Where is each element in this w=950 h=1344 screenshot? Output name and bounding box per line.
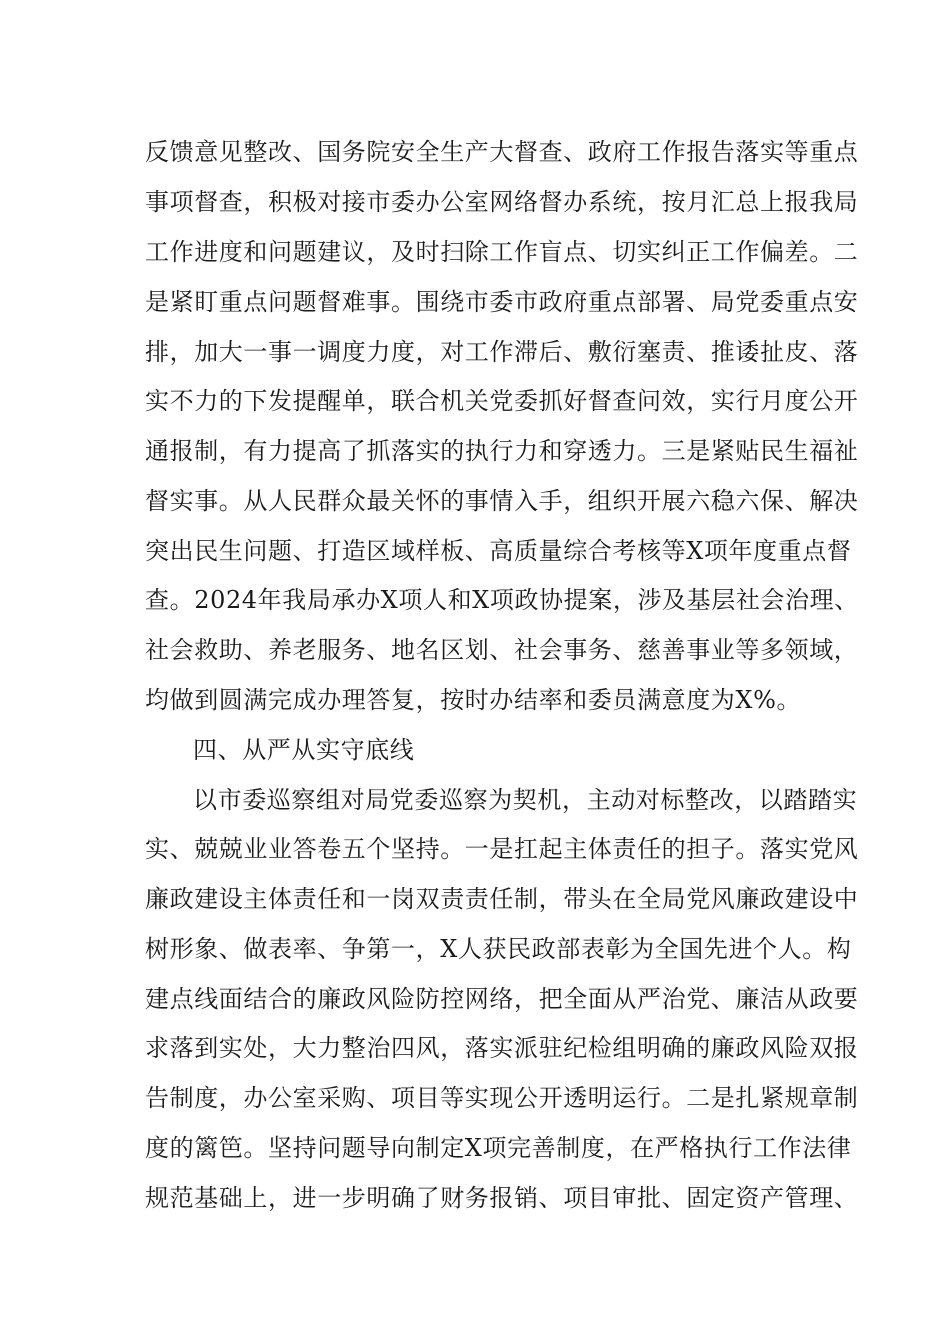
text-line: 实、兢兢业业答卷五个坚持。一是扛起主体责任的担子。落实党风: [145, 835, 859, 863]
text-line: 工作进度和问题建议，及时扫除工作盲点、切实纠正工作偏差。二: [145, 238, 859, 266]
text-line: 告制度，办公室采购、项目等实现公开透明运行。二是扎紧规章制: [145, 1084, 859, 1112]
section-heading: 四、从严从实守底线: [193, 736, 415, 764]
text-line: 是紧盯重点问题督难事。围绕市委市政府重点部署、局党委重点安: [145, 288, 859, 316]
text-line: 度的篱笆。坚持问题导向制定X项完善制度，在严格执行工作法律: [145, 1134, 852, 1162]
text-line: 树形象、做表率、争第一，X人获民政部表彰为全国先进个人。构: [145, 935, 852, 963]
text-line: 社会救助、养老服务、地名区划、社会事务、慈善事业等多领域，: [145, 636, 859, 664]
text-line: 廉政建设主体责任和一岗双责责任制，带头在全局党风廉政建设中: [145, 885, 859, 913]
text-line: 突出民生问题、打造区域样板、高质量综合考核等X项年度重点督: [145, 537, 852, 565]
text-line: 通报制，有力提高了抓落实的执行力和穿透力。三是紧贴民生福祉: [145, 437, 859, 465]
text-line: 均做到圆满完成办理答复，按时办结率和委员满意度为X%。: [145, 686, 802, 714]
text-line: 排，加大一事一调度力度，对工作滞后、敷衍塞责、推诿扯皮、落: [145, 338, 859, 366]
text-line: 建点线面结合的廉政风险防控网络，把全面从严治党、廉洁从政要: [145, 985, 859, 1013]
text-line: 查。2024年我局承办X项人和X项政协提案，涉及基层社会治理、: [145, 586, 859, 614]
text-line: 反馈意见整改、国务院安全生产大督查、政府工作报告落实等重点: [145, 138, 859, 166]
text-line: 求落到实处，大力整治四风，落实派驻纪检组明确的廉政风险双报: [145, 1034, 859, 1062]
text-line: 事项督查，积极对接市委办公室网络督办系统，按月汇总上报我局: [145, 188, 859, 216]
text-line: 规范基础上，进一步明确了财务报销、项目审批、固定资产管理、: [145, 1184, 859, 1212]
text-line: 以市委巡察组对局党委巡察为契机，主动对标整改，以踏踏实: [193, 786, 858, 814]
text-line: 督实事。从人民群众最关怀的事情入手，组织开展六稳六保、解决: [145, 487, 859, 515]
text-line: 实不力的下发提醒单，联合机关党委抓好督查问效，实行月度公开: [145, 387, 859, 415]
